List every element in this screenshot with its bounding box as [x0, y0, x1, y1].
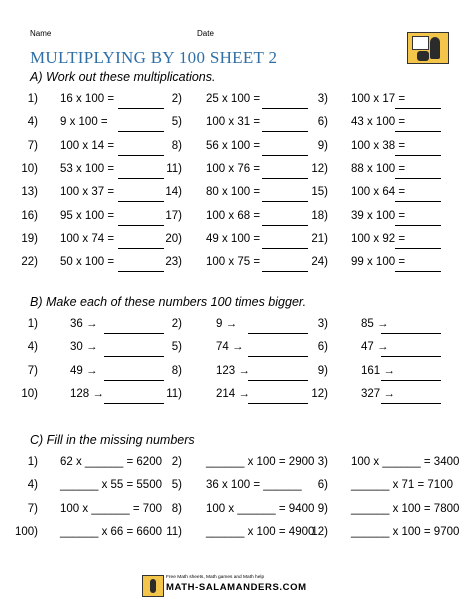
answer-line[interactable]	[395, 225, 441, 226]
answer-line[interactable]	[395, 155, 441, 156]
question-number: 1)	[27, 93, 38, 105]
salamander-tail-icon	[417, 51, 429, 61]
question-number: 9)	[317, 139, 328, 152]
salamander-icon	[430, 37, 440, 59]
question-text: 74 →	[216, 341, 244, 354]
question-number: 9)	[317, 502, 328, 515]
question-text: 95 x 100 =	[60, 209, 115, 222]
question-number: 13)	[21, 186, 38, 199]
answer-line[interactable]	[262, 248, 308, 249]
question-text: 100 x 14 =	[60, 139, 115, 152]
question-text: ______ x 55 = 5500	[60, 479, 162, 492]
answer-line[interactable]	[104, 403, 164, 404]
question-number: 4)	[27, 479, 38, 492]
question-number: 17)	[165, 209, 182, 222]
question-number: 10)	[21, 162, 38, 175]
question-number: 2)	[171, 318, 182, 330]
question-number: 1)	[27, 318, 38, 330]
section-0-instruction: A) Work out these multiplications.	[30, 70, 216, 84]
question-number: 15)	[311, 186, 328, 199]
question-text: 327 →	[361, 387, 395, 400]
question-text: 30 →	[70, 341, 98, 354]
question-number: 4)	[27, 116, 38, 129]
question-text: 49 →	[70, 364, 98, 377]
question-text: 47 →	[361, 341, 389, 354]
answer-line[interactable]	[395, 131, 441, 132]
question-number: 12)	[311, 387, 328, 400]
answer-line[interactable]	[248, 380, 308, 381]
answer-line[interactable]	[381, 403, 441, 404]
question-text: 99 x 100 =	[351, 256, 406, 269]
board-icon	[412, 36, 429, 50]
answer-line[interactable]	[395, 271, 441, 272]
question-number: 21)	[311, 232, 328, 245]
answer-line[interactable]	[248, 333, 308, 334]
question-number: 23)	[165, 256, 182, 269]
answer-line[interactable]	[395, 201, 441, 202]
question-number: 5)	[171, 479, 182, 492]
question-text: 39 x 100 =	[351, 209, 406, 222]
answer-line[interactable]	[381, 380, 441, 381]
question-text: 161 →	[361, 364, 395, 377]
question-text: 53 x 100 =	[60, 162, 115, 175]
answer-line[interactable]	[118, 178, 164, 179]
answer-line[interactable]	[262, 108, 308, 109]
question-number: 14)	[165, 186, 182, 199]
answer-line[interactable]	[118, 131, 164, 132]
question-text: 100 x 31 =	[206, 116, 261, 129]
page-title: MULTIPLYING BY 100 SHEET 2	[30, 48, 278, 67]
question-text: 100 x 74 =	[60, 232, 115, 245]
question-number: 5)	[171, 116, 182, 129]
answer-line[interactable]	[262, 178, 308, 179]
question-number: 10)	[21, 387, 38, 400]
answer-line[interactable]	[262, 201, 308, 202]
answer-line[interactable]	[104, 356, 164, 357]
question-number: 12)	[311, 525, 328, 538]
question-text: 49 x 100 =	[206, 232, 261, 245]
answer-line[interactable]	[262, 225, 308, 226]
question-number: 11)	[166, 525, 182, 538]
question-number: 16)	[21, 209, 38, 222]
answer-line[interactable]	[381, 356, 441, 357]
question-text: 80 x 100 =	[206, 186, 261, 199]
question-text: ______ x 100 = 2900	[206, 456, 315, 468]
question-number: 8)	[171, 139, 182, 152]
question-text: 123 →	[216, 364, 250, 377]
answer-line[interactable]	[262, 155, 308, 156]
question-text: 9 x 100 =	[60, 116, 108, 129]
question-text: 100 x 37 =	[60, 186, 115, 199]
footer-tagline: Free Math sheets, Math games and Math help	[166, 575, 265, 580]
answer-line[interactable]	[262, 131, 308, 132]
question-number: 20)	[165, 232, 182, 245]
question-number: 1)	[27, 456, 38, 468]
question-text: 214 →	[216, 387, 250, 400]
question-number: 4)	[27, 341, 38, 354]
answer-line[interactable]	[104, 333, 164, 334]
question-text: 100 x ______ = 700	[60, 502, 162, 515]
question-text: 100 x 75 =	[206, 256, 261, 269]
question-text: 62 x ______ = 6200	[60, 456, 162, 468]
section-2-instruction: C) Fill in the missing numbers	[30, 433, 195, 447]
question-number: 8)	[171, 502, 182, 515]
question-number: 22)	[21, 256, 38, 269]
answer-line[interactable]	[395, 248, 441, 249]
answer-line[interactable]	[118, 248, 164, 249]
question-number: 9)	[317, 364, 328, 377]
answer-line[interactable]	[104, 380, 164, 381]
question-text: ______ x 100 = 4900	[206, 525, 315, 538]
section-1-instruction: B) Make each of these numbers 100 times bigger.	[30, 295, 307, 309]
question-text: 16 x 100 =	[60, 93, 115, 105]
question-text: 100 x 64 =	[351, 186, 406, 199]
question-text: ______ x 66 = 6600	[60, 525, 162, 538]
question-text: ______ x 71 = 7100	[351, 479, 453, 492]
question-text: 43 x 100 =	[351, 116, 406, 129]
question-number: 7)	[27, 502, 38, 515]
question-text: 100 x 17 =	[351, 93, 406, 105]
question-text: 100 x 38 =	[351, 139, 406, 152]
answer-line[interactable]	[262, 271, 308, 272]
question-number: 3)	[317, 318, 328, 330]
question-number: 6)	[317, 479, 328, 492]
question-number: 3)	[317, 456, 328, 468]
question-text: 100 x ______ = 3400	[351, 456, 460, 468]
question-number: 6)	[317, 116, 328, 129]
footer-site: MATH-SALAMANDERS.COM	[166, 582, 307, 593]
answer-line[interactable]	[395, 108, 441, 109]
question-number: 12)	[311, 162, 328, 175]
question-text: ______ x 100 = 7800	[351, 502, 460, 515]
answer-line[interactable]	[118, 271, 164, 272]
answer-line[interactable]	[118, 201, 164, 202]
date-label: Date	[197, 29, 214, 38]
answer-line[interactable]	[248, 403, 308, 404]
question-text: 88 x 100 =	[351, 162, 406, 175]
answer-line[interactable]	[118, 225, 164, 226]
question-text: 128 →	[70, 387, 104, 400]
footer-salamander-icon	[142, 575, 164, 597]
question-number: 24)	[311, 256, 328, 269]
question-text: 36 →	[70, 318, 98, 330]
question-text: 100 x 68 =	[206, 209, 261, 222]
question-number: 7)	[27, 139, 38, 152]
question-number: 3)	[317, 93, 328, 105]
answer-line[interactable]	[118, 155, 164, 156]
answer-line[interactable]	[395, 178, 441, 179]
question-number: 8)	[171, 364, 182, 377]
question-number: 2)	[171, 456, 182, 468]
question-text: 9 →	[216, 318, 238, 330]
question-text: 100 x 76 =	[206, 162, 261, 175]
salamander-logo	[407, 32, 449, 64]
question-text: 56 x 100 =	[206, 139, 261, 152]
footer	[142, 575, 332, 595]
question-number: 19)	[21, 232, 38, 245]
question-number: 7)	[27, 364, 38, 377]
question-number: 11)	[166, 162, 182, 175]
question-text: 85 →	[361, 318, 389, 330]
question-number: 6)	[317, 341, 328, 354]
answer-line[interactable]	[118, 108, 164, 109]
question-number: 18)	[311, 209, 328, 222]
answer-line[interactable]	[381, 333, 441, 334]
question-text: 36 x 100 = ______	[206, 479, 302, 492]
question-text: 50 x 100 =	[60, 256, 115, 269]
answer-line[interactable]	[248, 356, 308, 357]
question-text: 25 x 100 =	[206, 93, 261, 105]
question-number: 100)	[14, 525, 38, 538]
question-number: 5)	[171, 341, 182, 354]
question-number: 11)	[166, 387, 182, 400]
question-text: ______ x 100 = 9700	[351, 525, 460, 538]
question-text: 100 x ______ = 9400	[206, 502, 315, 515]
question-number: 2)	[171, 93, 182, 105]
question-text: 100 x 92 =	[351, 232, 406, 245]
name-label: Name	[30, 29, 52, 38]
